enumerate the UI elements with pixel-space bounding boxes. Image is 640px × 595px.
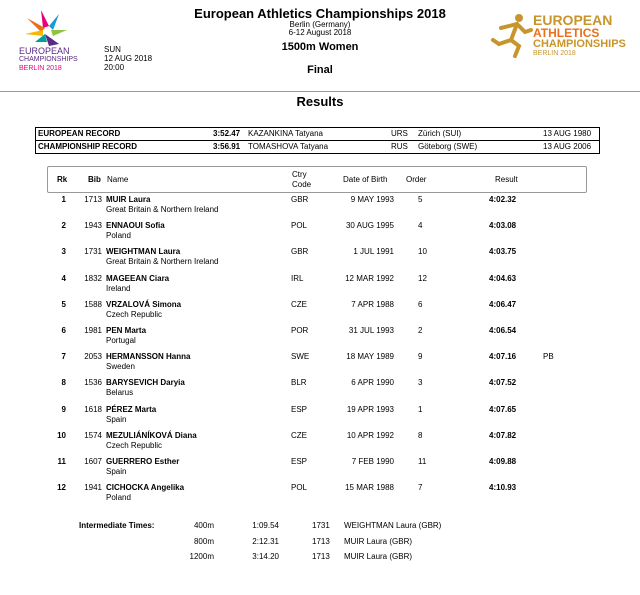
- athlete-country: Ireland: [106, 283, 131, 293]
- date-of-birth: 9 MAY 1993: [350, 195, 394, 204]
- logo-left-line2: CHAMPIONSHIPS: [19, 56, 78, 63]
- logo-right-line1: EUROPEAN: [533, 12, 613, 28]
- start-order: 8: [418, 430, 423, 440]
- country-code: GBR: [291, 247, 309, 257]
- start-order: 6: [418, 299, 423, 309]
- result-time: 4:03.08: [489, 221, 517, 231]
- bib-cell: 1943: [84, 221, 102, 231]
- table-row: [0, 457, 640, 483]
- split-row: [0, 537, 640, 551]
- bib-cell: 1713: [84, 195, 102, 204]
- athlete-name: MAGEEAN Ciara: [106, 273, 170, 283]
- table-row: [0, 326, 640, 352]
- athlete-name: PEN Marta: [106, 326, 147, 335]
- bib-cell: 1941: [84, 483, 102, 493]
- athlete-name: MEZULIÁNÍKOVÁ Diana: [106, 430, 197, 440]
- table-row: [0, 378, 640, 404]
- table-row: [0, 405, 640, 431]
- col-rank: Rk: [57, 175, 68, 184]
- event-city: Berlin (Germany): [289, 20, 351, 29]
- date-of-birth: 6 APR 1990: [351, 378, 394, 388]
- date-of-birth: 19 APR 1993: [346, 404, 394, 414]
- athlete-country: Great Britain & Northern Ireland: [106, 205, 219, 214]
- athlete-name: CICHOCKA Angelika: [106, 483, 185, 493]
- athlete-country: Czech Republic: [106, 309, 163, 319]
- results-table-header: [47, 166, 587, 193]
- athlete-name: MUIR Laura: [106, 195, 151, 204]
- result-time: 4:07.16: [489, 352, 517, 362]
- logo-right-line2: ATHLETICS: [533, 26, 600, 40]
- date-of-birth: 18 MAY 1989: [346, 352, 394, 362]
- athlete-name: BARYSEVICH Daryia: [106, 378, 185, 388]
- result-time: 4:07.52: [489, 378, 517, 388]
- bib-cell: 1574: [84, 430, 102, 440]
- rank-cell: 11: [57, 457, 66, 466]
- result-time: 4:04.63: [489, 273, 517, 283]
- athlete-country: Sweden: [106, 362, 135, 372]
- logo-left-line3: BERLIN 2018: [19, 65, 62, 72]
- col-name: Name: [107, 175, 129, 184]
- rank-cell: 6: [61, 326, 66, 335]
- rank-cell: 1: [61, 195, 66, 204]
- record-holder: KAZANKINA Tatyana: [248, 129, 323, 138]
- rank-cell: 12: [57, 483, 66, 493]
- record-mark: 3:52.47: [213, 129, 241, 138]
- start-order: 12: [418, 273, 427, 283]
- country-code: ESP: [291, 457, 308, 466]
- athlete-country: Spain: [106, 414, 127, 424]
- bib-cell: 1618: [84, 404, 102, 414]
- record-date: 13 AUG 2006: [543, 142, 592, 151]
- country-code: POL: [291, 221, 308, 231]
- record-country: RUS: [391, 142, 408, 151]
- split-leader: MUIR Laura (GBR): [344, 552, 413, 561]
- split-leader: MUIR Laura (GBR): [344, 536, 413, 546]
- logo-left-line1: EUROPEAN: [19, 46, 70, 56]
- split-bib: 1713: [312, 536, 330, 546]
- result-time: 4:02.32: [489, 195, 517, 204]
- col-country-2: Code: [292, 180, 312, 189]
- record-label: CHAMPIONSHIP RECORD: [38, 142, 137, 151]
- bib-cell: 1536: [84, 378, 102, 388]
- date-of-birth: 7 FEB 1990: [351, 457, 394, 466]
- table-row: [0, 247, 640, 273]
- col-bib: Bib: [88, 175, 101, 184]
- date-of-birth: 15 MAR 1988: [345, 483, 394, 493]
- bib-cell: 1588: [84, 299, 102, 309]
- country-code: POL: [291, 483, 308, 493]
- rank-cell: 7: [61, 352, 66, 362]
- record-country: URS: [391, 129, 408, 138]
- date-of-birth: 12 MAR 1992: [345, 273, 394, 283]
- split-distance: 400m: [193, 521, 214, 530]
- record-holder: TOMASHOVA Tatyana: [248, 142, 329, 151]
- table-row: [0, 483, 640, 509]
- country-code: GBR: [291, 195, 309, 204]
- result-time: 4:07.65: [489, 404, 517, 414]
- athlete-name: HERMANSSON Hanna: [106, 352, 191, 362]
- athlete-country: Spain: [106, 467, 127, 476]
- table-row: [0, 352, 640, 378]
- country-code: CZE: [291, 430, 307, 440]
- logo-right-line3: CHAMPIONSHIPS: [533, 38, 626, 50]
- result-time: 4:06.54: [489, 326, 517, 335]
- bib-cell: 1981: [84, 326, 102, 335]
- race-name: 1500m Women: [281, 41, 359, 53]
- split-time: 1:09.54: [252, 521, 279, 530]
- result-time: 4:03.75: [489, 247, 517, 257]
- results-title: Results: [296, 94, 344, 109]
- split-bib: 1713: [312, 552, 330, 561]
- date-of-birth: 7 APR 1988: [351, 299, 394, 309]
- records-box: [35, 127, 600, 154]
- record-mark: 3:56.91: [213, 142, 241, 151]
- record-row: [36, 128, 599, 140]
- record-date: 13 AUG 1980: [543, 129, 592, 138]
- split-row: [0, 521, 640, 535]
- record-row: [36, 141, 599, 153]
- start-order: 7: [418, 483, 423, 493]
- athlete-country: Poland: [106, 231, 131, 241]
- col-order: Order: [406, 175, 427, 184]
- country-code: BLR: [291, 378, 307, 388]
- start-order: 10: [418, 247, 427, 257]
- athlete-country: Poland: [106, 493, 131, 503]
- bib-cell: 2053: [84, 352, 102, 362]
- table-row: [0, 221, 640, 247]
- athlete-name: GUERRERO Esther: [106, 457, 180, 466]
- col-country-1: Ctry: [292, 170, 307, 179]
- result-time: 4:10.93: [489, 483, 517, 493]
- country-code: SWE: [291, 352, 310, 362]
- rank-cell: 5: [61, 299, 66, 309]
- table-row: [0, 300, 640, 326]
- split-row: [0, 552, 640, 566]
- start-order: 1: [418, 404, 423, 414]
- table-row: [0, 274, 640, 300]
- start-order: 2: [418, 326, 423, 335]
- bib-cell: 1832: [84, 273, 102, 283]
- athlete-country: Portugal: [106, 336, 136, 345]
- athlete-country: Great Britain & Northern Ireland: [106, 257, 219, 267]
- split-distance: 1200m: [189, 552, 214, 561]
- country-code: CZE: [291, 299, 307, 309]
- logo-right-line4: BERLIN 2018: [533, 50, 576, 57]
- event-dates: 6-12 August 2018: [288, 28, 352, 37]
- intermediate-label: Intermediate Times:: [79, 521, 155, 530]
- record-venue: Zürich (SUI): [418, 129, 462, 138]
- session-time: 20:00: [104, 63, 125, 72]
- rank-cell: 4: [61, 273, 66, 283]
- session-day: SUN: [104, 45, 121, 54]
- col-dob: Date of Birth: [343, 175, 388, 184]
- rank-cell: 3: [61, 247, 66, 257]
- result-note: PB: [543, 352, 554, 362]
- country-code: IRL: [291, 273, 304, 283]
- athlete-name: PÉREZ Marta: [106, 404, 157, 414]
- start-order: 11: [418, 457, 427, 466]
- result-time: 4:06.47: [489, 299, 517, 309]
- date-of-birth: 1 JUL 1991: [353, 247, 394, 257]
- rank-cell: 2: [61, 221, 66, 231]
- col-result: Result: [495, 175, 518, 184]
- record-label: EUROPEAN RECORD: [38, 129, 121, 138]
- athlete-name: WEIGHTMAN Laura: [106, 247, 181, 257]
- date-of-birth: 31 JUL 1993: [348, 326, 394, 335]
- event-title: European Athletics Championships 2018: [194, 6, 446, 21]
- country-code: POR: [291, 326, 309, 335]
- session-date: 12 AUG 2018: [104, 54, 153, 63]
- country-code: ESP: [291, 404, 308, 414]
- athlete-country: Belarus: [106, 388, 134, 398]
- bib-cell: 1607: [84, 457, 102, 466]
- start-order: 3: [418, 378, 423, 388]
- rank-cell: 8: [61, 378, 66, 388]
- start-order: 9: [418, 352, 423, 362]
- start-order: 4: [418, 221, 423, 231]
- split-bib: 1731: [312, 521, 330, 530]
- record-venue: Göteborg (SWE): [418, 142, 478, 151]
- bib-cell: 1731: [84, 247, 102, 257]
- table-row: [0, 195, 640, 221]
- date-of-birth: 10 APR 1992: [346, 430, 394, 440]
- session-datetime: [104, 45, 152, 72]
- rank-cell: 9: [61, 404, 66, 414]
- athlete-name: VRZALOVÁ Simona: [106, 299, 182, 309]
- athlete-name: ENNAOUI Sofia: [106, 221, 165, 231]
- result-time: 4:07.82: [489, 430, 517, 440]
- result-time: 4:09.88: [489, 457, 517, 466]
- table-row: [0, 431, 640, 457]
- athlete-country: Czech Republic: [106, 440, 163, 450]
- start-order: 5: [418, 195, 423, 204]
- rank-cell: 10: [57, 430, 66, 440]
- split-time: 2:12.31: [252, 536, 279, 546]
- split-time: 3:14.20: [252, 552, 279, 561]
- race-round: Final: [307, 64, 333, 76]
- date-of-birth: 30 AUG 1995: [345, 221, 394, 231]
- split-leader: WEIGHTMAN Laura (GBR): [344, 521, 442, 530]
- split-distance: 800m: [193, 536, 214, 546]
- header-divider: [0, 91, 640, 92]
